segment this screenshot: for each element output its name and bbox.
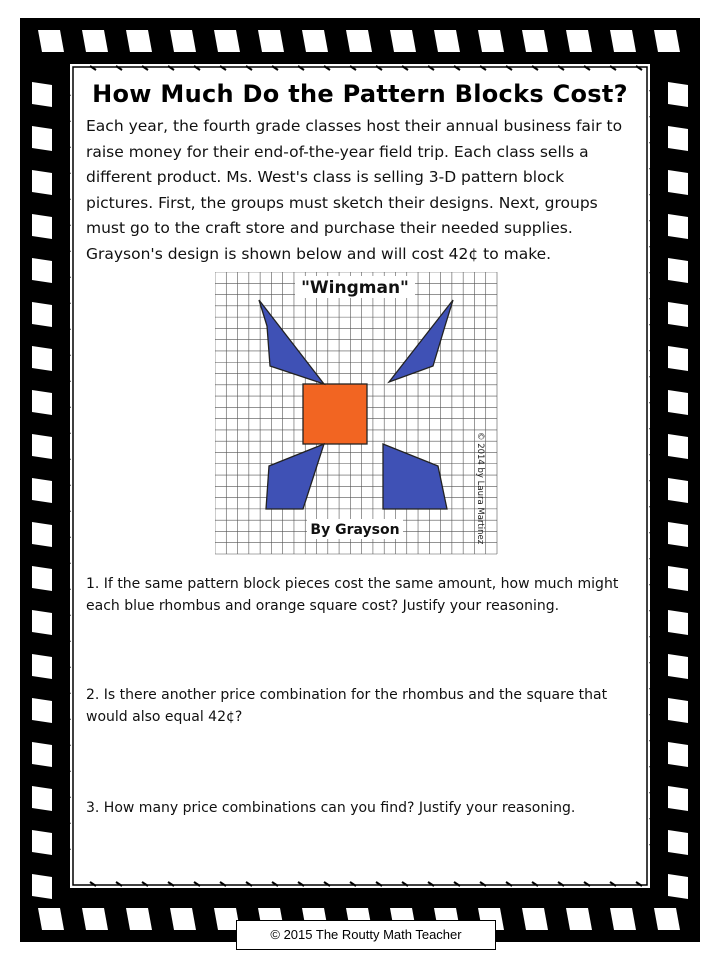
figure-title: "Wingman" [301,278,409,298]
question-1: 1. If the same pattern block pieces cost the same amount, how much might each blue rhombus and orange square cost? Justify your reasoning. [86,576,619,614]
intro-paragraph: Each year, the fourth grade classes host their annual business fair to raise money for their end-of-the-year field trip. Each class sells a different product. Ms. West's class is selling 3-D pattern block pictures. First, the groups must sketch their designs. Next, groups must go to the craft store and purchase their needed supplies. Grayson's design is shown below and will cost 42¢ to make. [86,117,623,263]
worksheet-title: How Much Do the Pattern Blocks Cost? [92,80,628,108]
blue-rhombus-top-right [389,300,453,382]
figure-credit: © 2014 by Laura Martinez [475,432,485,545]
wingman-figure [215,272,498,555]
question-3: 3. How many price combinations can you find? Justify your reasoning. [86,800,576,816]
copyright-footer: © 2015 The Routty Math Teacher [236,920,496,950]
blue-rhombus-bottom-right [383,444,447,509]
question-2: 2. Is there another price combination for the rhombus and the square that would also equal 42¢? [86,687,608,725]
orange-square [303,384,367,444]
worksheet-page [78,72,642,880]
figure-byline: By Grayson [310,522,400,538]
blue-rhombus-top-left [259,300,324,384]
blue-rhombus-bottom-left [266,444,324,509]
